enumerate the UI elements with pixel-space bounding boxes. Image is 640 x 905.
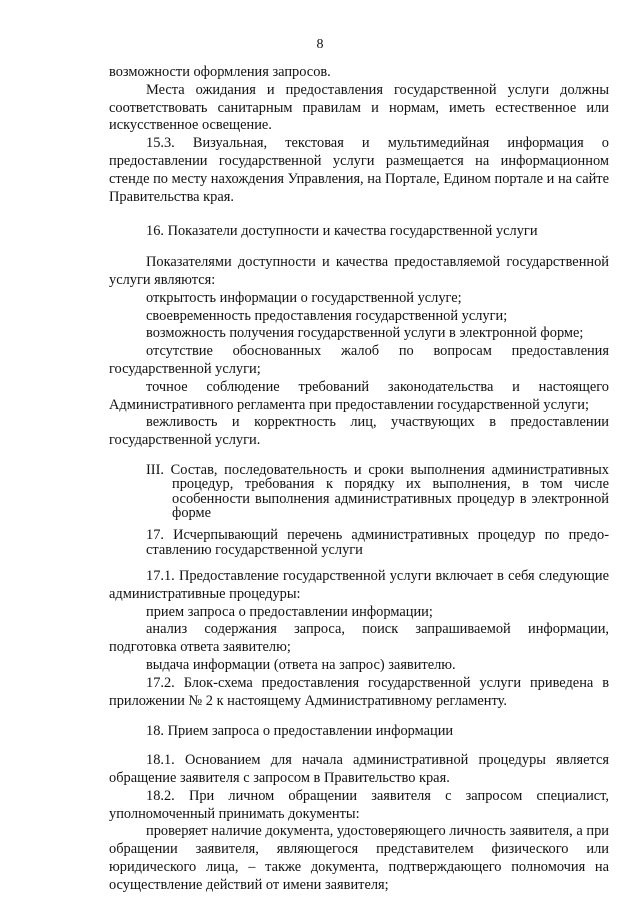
list-item: прием запроса о предоставлении информации; — [146, 603, 433, 620]
list-item: открытость информации о государственной услуге; — [146, 289, 462, 306]
paragraph: Показателями доступности и качества предоставляемой государственной услуги являются: — [109, 254, 609, 288]
section-heading-18: 18. Прием запроса о предоставлении информации — [146, 723, 454, 740]
heading-line: 17. Исчерпывающий перечень административных процедур по предо- — [146, 526, 609, 543]
paragraph: 17.2. Блок-схема предоставления государственной услуги приведена в приложении № 2 к настоящему Административному регламенту. — [109, 674, 609, 709]
page-number: 8 — [316, 37, 324, 52]
chapter-heading-iii: III. Состав, последовательность и сроки выполнения административных процедур, требования к порядку их выполнения, в том числе особенности выполнения административных процедур в электронной форме — [146, 461, 609, 522]
paragraph: 18.1. Основанием для начала административной процедуры является обращение заявителя с запросом в Правительство края. — [109, 752, 609, 786]
paragraph: Места ожидания и предоставления государственной услуги должны соответствовать санитарным правилам и нормам, иметь естественное или искусственное освещение. — [109, 81, 609, 134]
list-item: своевременность предоставления государственной услуги; — [146, 307, 508, 324]
heading-line: ставлению государственной услуги — [146, 541, 363, 558]
paragraph: проверяет наличие документа, удостоверяющего личность заявителя, а при обращении заявителя, являющегося представителем физического или юридического лица, – также документа, подтверждающего полномочия на осуществление действий от имени заявителя; — [109, 823, 609, 893]
paragraph: 17.1. Предоставление государственной услуги включает в себя следующие административные процедуры: — [109, 567, 609, 602]
paragraph: 15.3. Визуальная, текстовая и мультимедийная информация о предоставлении государственной услуги размещается на информационном стенде по месту нахождения Управления, на Портале, Едином портале и на сайте Правительства края. — [109, 135, 609, 205]
list-item: выдача информации (ответа на запрос) заявителю. — [146, 656, 456, 673]
list-item: точное соблюдение требований законодательства и настоящего Административного регламента при предоставлении государственной услуги; — [109, 378, 609, 413]
list-item: вежливость и корректность лиц, участвующих в предоставлении государственной услуги. — [109, 414, 609, 449]
list-item: отсутствие обоснованных жалоб по вопросам предоставления государственной услуги; — [109, 343, 609, 377]
list-item: возможность получения государственной услуги в электронной форме; — [146, 325, 584, 342]
paragraph: 18.2. При личном обращении заявителя с запросом специалист, уполномоченный принимать документы: — [109, 787, 609, 822]
paragraph: возможности оформления запросов. — [109, 64, 331, 80]
section-heading-16: 16. Показатели доступности и качества государственной услуги — [146, 223, 538, 240]
section-heading-17 — [109, 528, 609, 558]
list-item: анализ содержания запроса, поиск запрашиваемой информации, подготовка ответа заявителю; — [109, 621, 609, 656]
document-body — [109, 64, 609, 894]
